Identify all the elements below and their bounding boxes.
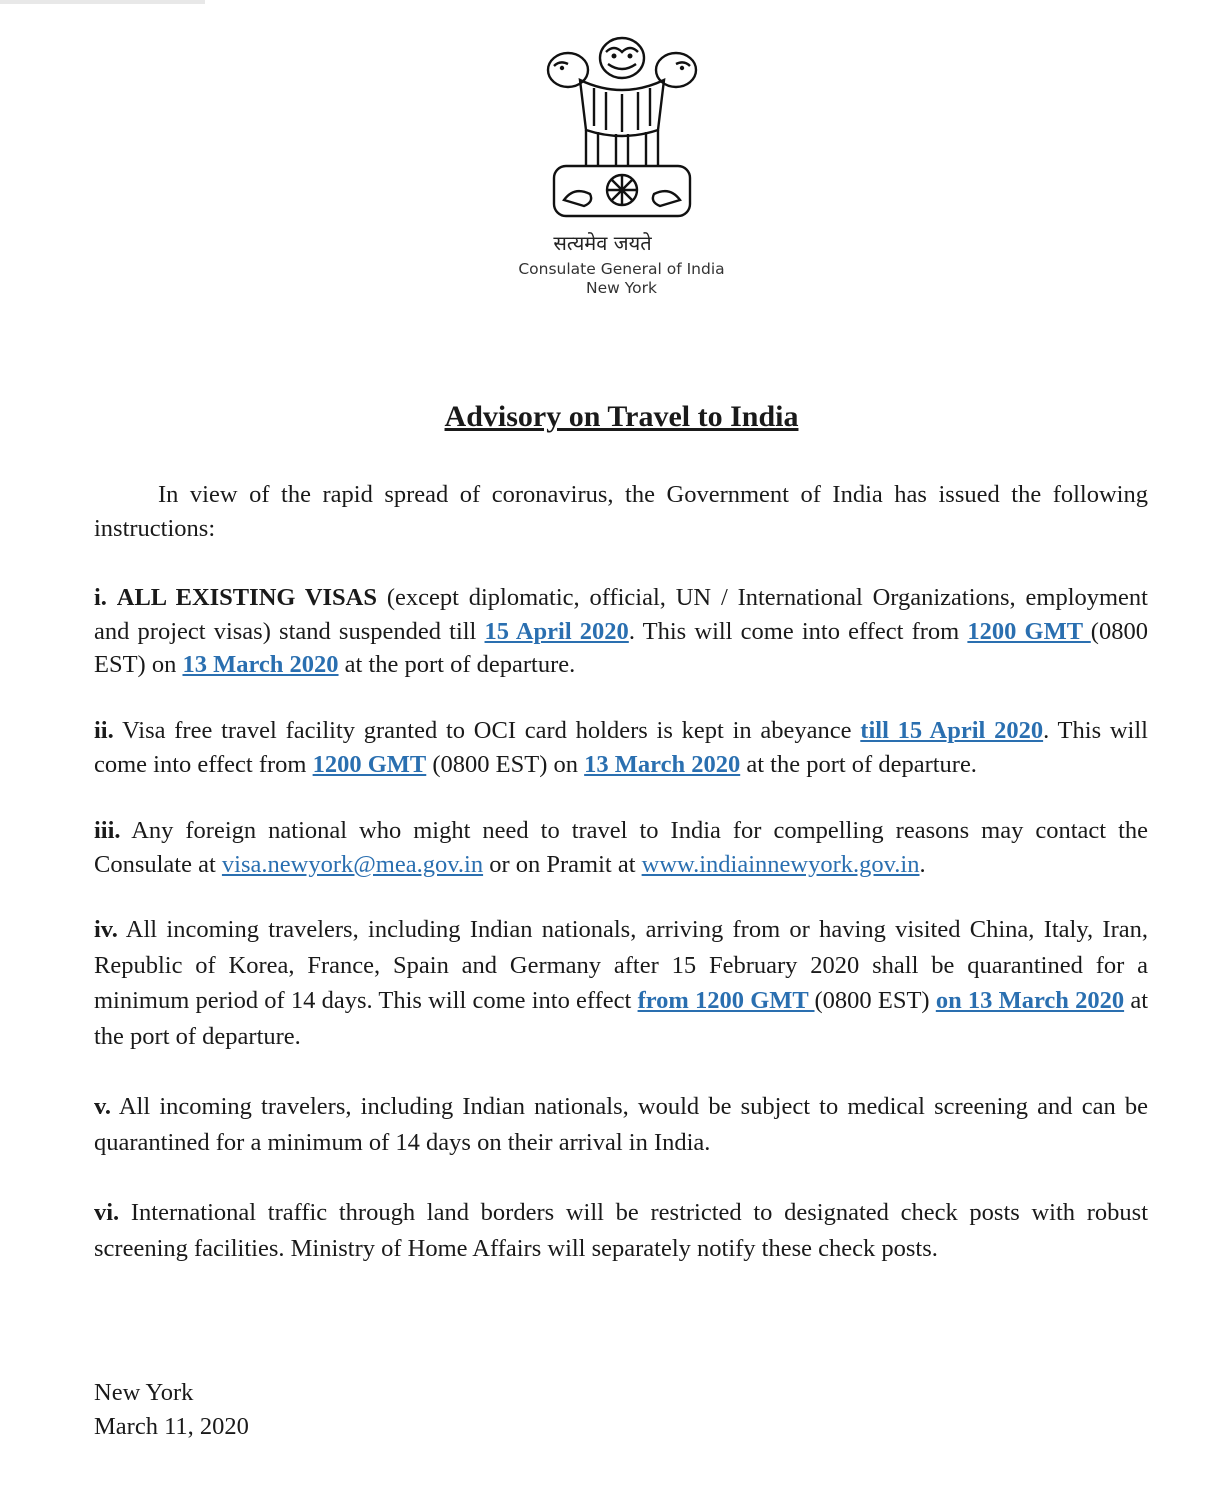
item-text: at the port of departure. <box>338 651 576 678</box>
intro-text: In view of the rapid spread of coronavirus, the Government of India has issued the following instructions: <box>94 481 1148 542</box>
item-text: Visa free travel facility granted to OCI card holders is kept in abeyance <box>113 717 861 744</box>
intro-paragraph <box>94 478 1148 545</box>
item-ii <box>94 714 1148 781</box>
signature-block <box>94 1376 249 1444</box>
item-number: v. <box>94 1093 112 1120</box>
item-text: International traffic through land borders will be restricted to designated check posts with robust screening facilities. Ministry of Home Affairs will separately notify these check posts. <box>94 1199 1148 1262</box>
place: New York <box>94 1379 194 1406</box>
item-number: vi. <box>94 1199 120 1226</box>
item-number: iii. <box>94 817 121 844</box>
item-number: ii. <box>94 717 114 744</box>
date-link[interactable]: 13 March 2020 <box>584 750 741 778</box>
date: March 11, 2020 <box>94 1413 249 1440</box>
item-number: i. <box>94 584 107 611</box>
item-text: (except diplomatic, official, UN / International Organizations, employment and project visas) stand suspended till <box>94 584 1148 645</box>
item-iv <box>94 912 1148 1054</box>
date-link[interactable]: 15 April 2020 <box>484 617 629 645</box>
item-text: at the port of departure. <box>94 987 1148 1050</box>
consulate-name-line1: Consulate General of India <box>518 260 725 278</box>
top-edge-strip <box>0 0 205 4</box>
time-link[interactable]: 1200 GMT <box>967 617 1091 645</box>
item-vi <box>94 1195 1148 1266</box>
item-iii <box>94 814 1148 881</box>
consulate-city: New York <box>586 279 657 297</box>
email-link[interactable]: visa.newyork@mea.gov.in <box>221 850 484 878</box>
date-link[interactable]: on 13 March 2020 <box>935 987 1125 1014</box>
item-text: . This will come into effect from <box>628 617 968 645</box>
date-link[interactable]: till 15 April 2020 <box>860 717 1044 744</box>
item-i <box>94 581 1148 682</box>
document-title: Advisory on Travel to India <box>444 400 799 433</box>
item-text: (0800 EST) <box>814 987 936 1014</box>
item-text: . <box>919 850 926 878</box>
national-emblem-icon <box>536 30 708 230</box>
item-text: All incoming travelers, including Indian nationals, would be subject to medical screening and can be quarantined for a minimum of 14 days on their arrival in India. <box>94 1093 1148 1156</box>
date-link[interactable]: 13 March 2020 <box>182 651 339 678</box>
consulate-name <box>0 260 1205 298</box>
item-number: iv. <box>94 916 118 943</box>
item-text: . This will come into effect from <box>94 717 1148 778</box>
item-text: or on Pramit at <box>483 850 642 878</box>
time-link[interactable]: from 1200 GMT <box>637 987 815 1014</box>
item-text: (0800 EST) on <box>94 617 1148 678</box>
item-text: at the port of departure. <box>740 750 977 778</box>
item-text: (0800 EST) on <box>426 750 585 778</box>
item-v <box>94 1089 1148 1160</box>
item-text: All incoming travelers, including Indian nationals, arriving from or having visited China, Italy, Iran, Republic of Korea, France, Spain and Germany after 15 February 2020 shall be quarantined for a minimum period of 14 days. This will come into effect <box>94 916 1148 1014</box>
item-text: Any foreign national who might need to travel to India for compelling reasons may contact the Consulate at <box>94 817 1148 878</box>
emblem-motto: सत्यमेव जयते <box>553 231 652 255</box>
item-lead: ALL EXISTING VISAS <box>116 584 377 611</box>
time-link[interactable]: 1200 GMT <box>312 750 427 778</box>
website-link[interactable]: www.indiainnewyork.gov.in <box>641 850 920 878</box>
